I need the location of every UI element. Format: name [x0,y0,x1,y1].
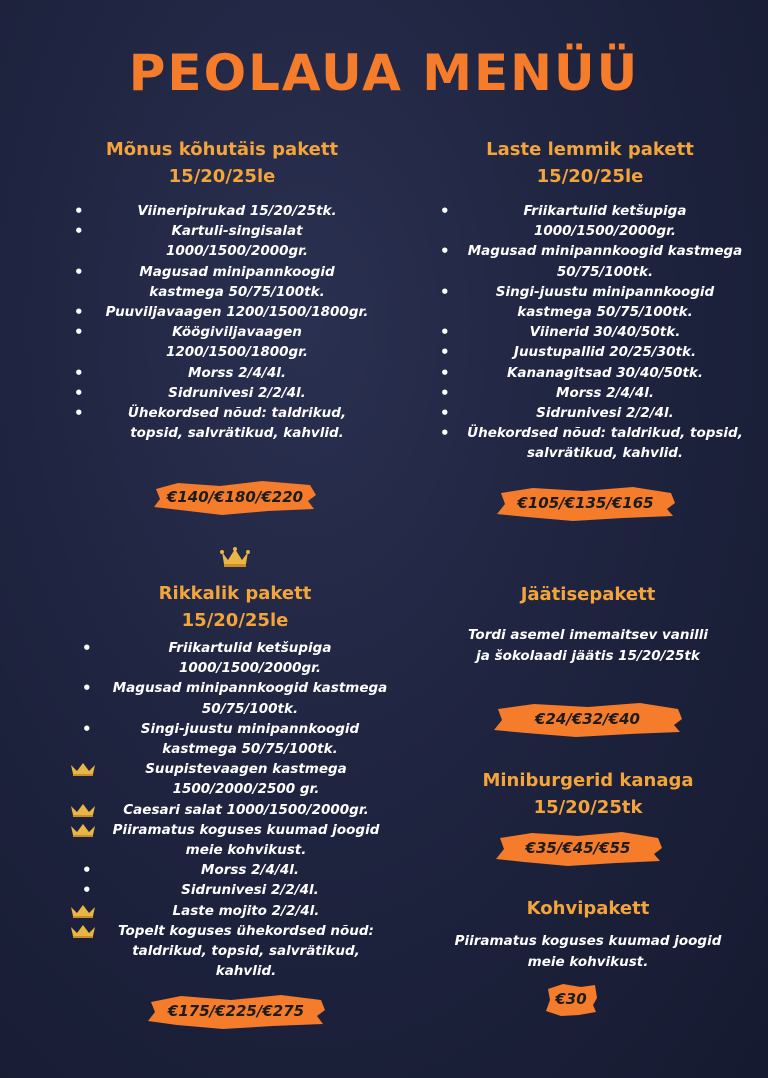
list-item [428,201,752,241]
list-item [70,880,400,900]
item-text: Morss 2/4/4l. [188,364,286,381]
item-text: Singi-juustu minipannkoogid kastmega 50/75/100tk. [140,720,360,758]
item-text: Singi-juustu minipannkoogid kastmega 50/75/100tk. [495,283,715,321]
price-text: €105/€135/€165 [517,494,654,512]
crown-icon [220,546,250,568]
package-rikkalik [70,580,400,634]
bullet-icon [74,302,84,323]
list-item [62,302,382,322]
item-text: Magusad minipannkoogid kastmega 50/75/100tk. [467,243,743,280]
list-item [70,638,400,678]
bullet-icon [440,383,450,404]
item-text: Sidrunivesi 2/2/4l. [536,405,674,422]
bullet-icon [440,201,450,222]
package-sizes: 15/20/25le [168,166,276,187]
item-list [428,201,752,464]
item-text: Caesari salat 1000/1500/2000gr. [123,801,369,818]
list-item [70,860,400,880]
bullet-icon [74,322,84,343]
item-text: Morss 2/4/4l. [201,862,299,879]
item-text: Magusad minipannkoogid kastmega 50/75/100tk. [112,680,388,717]
list-item [62,383,382,403]
bullet-icon [82,638,92,659]
package-monus [62,136,382,190]
package-jaatise [438,581,738,667]
item-text: Ühekordsed nõud: taldrikud, topsid, salvrätikud, kahvlid. [467,425,743,462]
list-item [62,221,382,261]
item-text: Viinerid 30/40/50tk. [529,324,681,341]
price-badge [150,479,320,515]
price-badge [492,830,664,866]
item-list [62,201,382,443]
crown-icon [70,803,96,817]
list-item [70,820,400,860]
item-text: Viineripirukad 15/20/25tk. [137,203,337,219]
item-text: Kartuli-singisalat 1000/1500/2000gr. [165,223,309,260]
price-badge [493,485,678,521]
item-text: Köögiviljavaagen 1200/1500/1800gr. [165,324,309,361]
list-item [62,363,382,383]
crown-icon [70,904,96,918]
list-item [70,678,400,718]
price-text: €30 [555,990,587,1008]
price-text: €140/€180/€220 [166,488,304,506]
list-item [62,322,382,362]
menu-title: PEOLAUA MENÜÜ [128,44,640,102]
item-text: Juustupallid 20/25/30tk. [513,344,697,361]
list-item [62,201,382,221]
bullet-icon [440,322,450,343]
list-item [70,800,400,820]
bullet-icon [74,403,84,424]
list-item [428,241,752,281]
bullet-icon [74,262,84,283]
list-item [428,383,752,403]
package-sizes: 15/20/25tk [533,797,643,818]
price-text: €175/€225/€275 [167,1002,305,1020]
item-text: Ühekordsed nõud: taldrikud, topsid, salvrätikud, kahvlid. [127,405,347,442]
package-name: Rikkalik pakett [158,583,312,604]
item-text: Sidrunivesi 2/2/4l. [168,384,306,401]
price-text: €35/€45/€55 [525,839,631,857]
item-text: Friikartulid ketšupiga 1000/1500/2000gr. [168,640,332,677]
crown-icon [70,823,96,837]
list-item [70,901,400,921]
bullet-icon [440,241,450,262]
bullet-icon [82,880,92,901]
bullet-icon [440,403,450,424]
price-text: €24/€32/€40 [535,710,640,728]
package-sizes: 15/20/25le [181,610,289,631]
list-item [428,423,752,463]
price-badge [543,981,599,1017]
bullet-icon [74,383,84,404]
package-name: Laste lemmik pakett [486,139,694,160]
list-item [62,262,382,302]
list-item [428,282,752,322]
item-text: Laste mojito 2/2/4l. [172,902,320,919]
bullet-icon [440,342,450,363]
bullet-icon [82,860,92,881]
item-text: Kananagitsad 30/40/50tk. [506,364,704,381]
item-text: Puuviljavaagen 1200/1500/1800gr. [105,304,369,321]
item-text: Morss 2/4/4l. [556,384,654,401]
list-item [428,403,752,423]
bullet-icon [74,363,84,384]
package-laste [428,136,752,190]
crown-icon [70,924,96,938]
package-description: Tordi asemel imemaitsev vanilli ja šokolaadi jäätis 15/20/25tk [467,627,709,664]
list-item [428,363,752,383]
package-name: Mõnus kõhutäis pakett [105,139,339,160]
list-item [70,921,400,982]
package-sizes: 15/20/25le [536,166,644,187]
bullet-icon [440,282,450,303]
item-text: Suupistevaagen kastmega 1500/2000/2500 gr. [145,761,347,798]
item-text: Sidrunivesi 2/2/4l. [181,882,319,899]
bullet-icon [82,719,92,740]
price-badge [490,701,685,737]
bullet-icon [440,423,450,444]
item-text: Friikartulid ketšupiga 1000/1500/2000gr. [523,203,687,240]
package-name: Miniburgerid kanaga [482,770,694,791]
bullet-icon [74,201,84,222]
item-text: Topelt koguses ühekordsed nõud: taldrikud, topsid, salvrätikud, kahvlid. [118,922,374,980]
bullet-icon [82,678,92,699]
item-list [70,638,400,981]
crown-icon [70,762,96,776]
bullet-icon [74,221,84,242]
list-item [428,322,752,342]
bullet-icon [440,363,450,384]
package-miniburger [438,767,738,821]
item-text: Magusad minipannkoogid kastmega 50/75/100tk. [139,263,335,300]
list-item [70,759,400,799]
list-item [62,403,382,443]
price-badge [145,993,327,1029]
list-item [428,342,752,362]
item-text: Piiramatus koguses kuumad joogid meie kohvikust. [112,821,380,859]
package-name: Jäätisepakett [520,584,656,605]
package-name: Kohvipakett [526,898,650,919]
package-kohvi [438,895,738,973]
package-description: Piiramatus koguses kuumad joogid meie kohvikust. [454,933,722,970]
list-item [70,719,400,759]
